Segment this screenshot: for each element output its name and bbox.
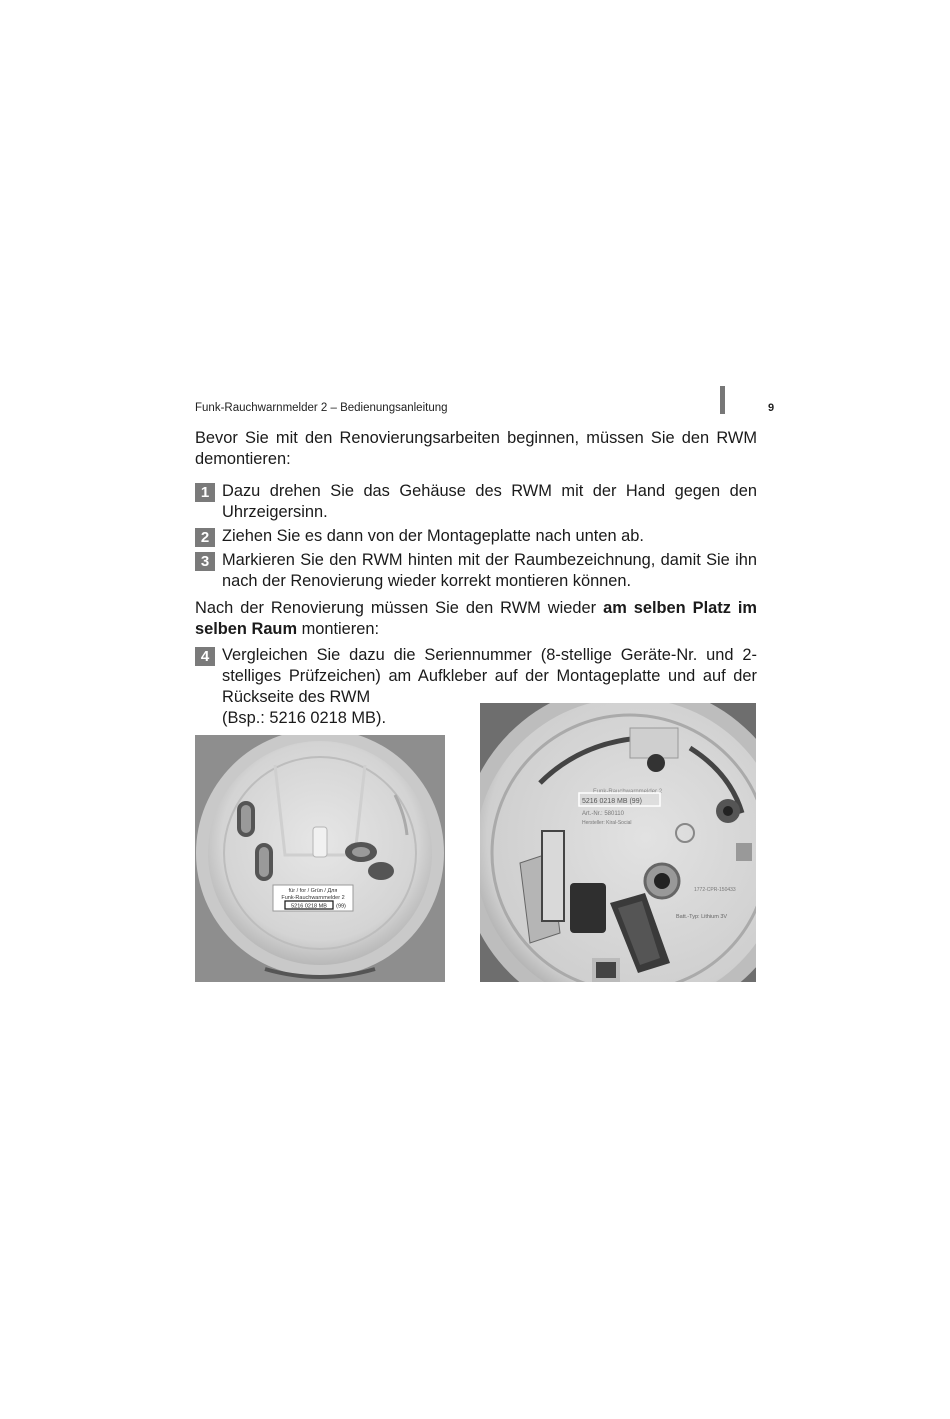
step-text: Ziehen Sie es dann von der Montageplatte nach unten ab. <box>222 527 644 545</box>
page-content <box>195 428 757 732</box>
certification-text: 1772-CPR-150433 <box>694 887 736 893</box>
battery-type-text: Batt.-Typ: Lithium 3V <box>676 914 728 920</box>
step-item-2 <box>195 526 757 547</box>
step-example: (Bsp.: 5216 0218 MB). <box>222 709 386 727</box>
step-text: Dazu drehen Sie das Gehäuse des RWM mit der Hand gegen den Uhrzeigersinn. <box>222 482 757 521</box>
manufacturer-text: Hersteller: Kiral-Social <box>582 820 632 826</box>
label-line-2: Funk-Rauchwarnmelder 2 <box>281 895 345 901</box>
page-number: 9 <box>768 402 775 414</box>
intro-paragraph: Bevor Sie mit den Renovierungsarbeiten beginnen, müssen Sie den RWM demontieren: <box>195 429 757 468</box>
steps-list <box>195 481 757 592</box>
after-text-before: Nach der Renovierung müssen Sie den RWM wieder <box>195 599 604 617</box>
serial-number: 5216 0218 MB (99) <box>582 798 642 805</box>
after-text-after: montieren: <box>297 620 380 638</box>
serial-number: 5216 0218 MB <box>291 903 327 910</box>
check-digits: (99) <box>336 903 346 910</box>
detector-back-photo <box>480 703 756 982</box>
thumb-index-tab <box>720 386 725 414</box>
label-title: Funk-Rauchwarnmelder 2 <box>593 789 663 795</box>
step-item-1 <box>195 481 757 523</box>
step-number-badge: 3 <box>195 552 215 571</box>
header-title: Funk-Rauchwarnmelder 2 – Bedienungsanleitung <box>195 402 448 414</box>
step-text: Vergleichen Sie dazu die Seriennummer (8-stellige Geräte-Nr. und 2-stelliges Prüfzeichen) am Aufkleber auf der Montageplatte und auf der Rückseite des RWM <box>222 646 757 706</box>
step-text: Markieren Sie den RWM hinten mit der Raumbezeichnung, damit Sie ihn nach der Renovierung wieder korrekt montieren können. <box>222 551 757 590</box>
step-number-badge: 1 <box>195 483 215 502</box>
step-number-badge: 4 <box>195 647 215 666</box>
label-line-1: für / for / Grün / Для <box>288 888 338 894</box>
mounting-plate-photo <box>195 735 445 982</box>
step-number-badge: 2 <box>195 528 215 547</box>
after-renovation-paragraph <box>195 598 757 640</box>
after-text-bold: am selben Platz im selben Raum <box>195 599 757 638</box>
step-item-3 <box>195 550 757 592</box>
article-number: Art.-Nr.: 580110 <box>582 811 624 817</box>
page-header <box>195 400 775 420</box>
